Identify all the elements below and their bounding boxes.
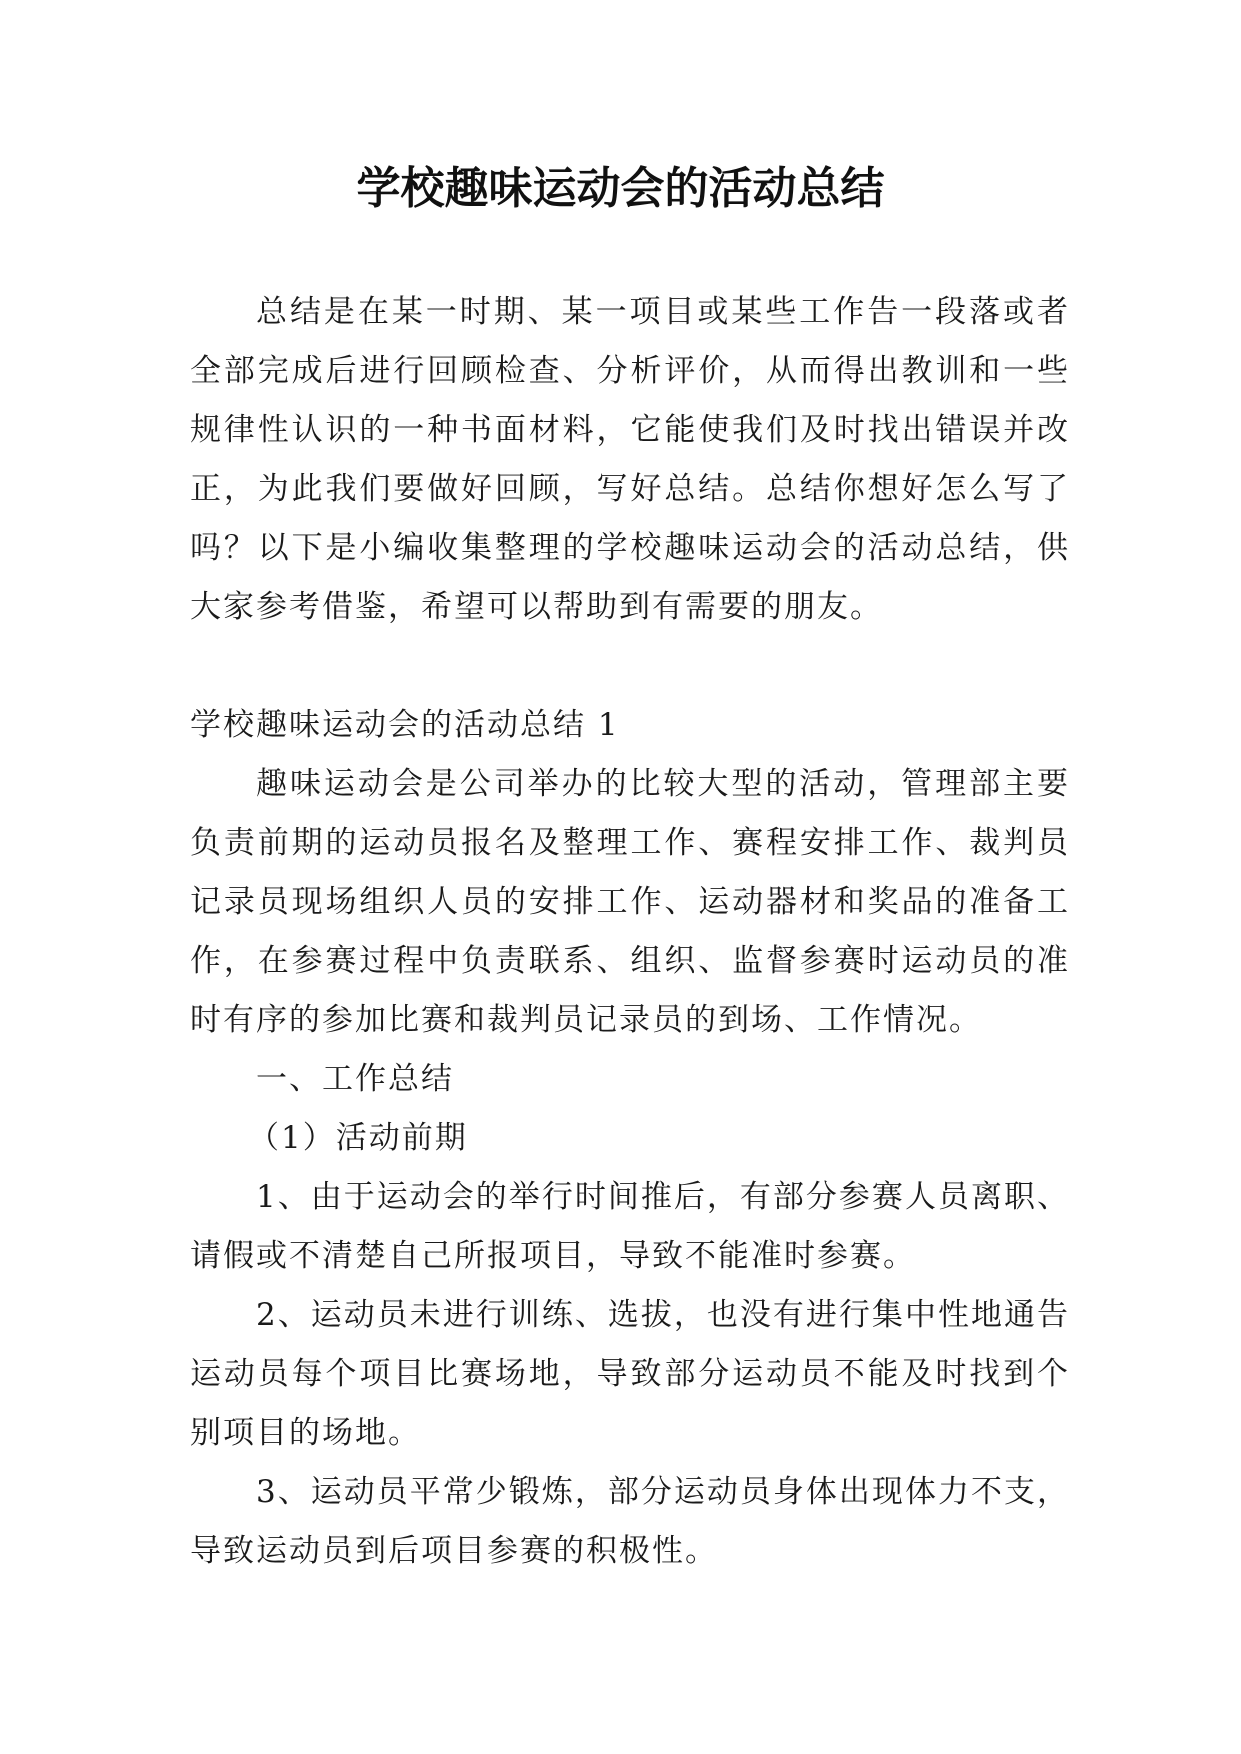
- document-body: [190, 283, 1070, 1581]
- document-title: 学校趣味运动会的活动总结: [356, 163, 885, 214]
- section-subheading: 一、工作总结: [256, 1061, 454, 1097]
- list-item: 2、运动员未进行训练、选拔，也没有进行集中性地通告运动员每个项目比赛场地，导致部分运动员不能及时找到个别项目的场地。: [190, 1297, 1070, 1451]
- subsection-heading: （1）活动前期: [248, 1120, 468, 1156]
- list-item: 3、运动员平常少锻炼，部分运动员身体出现体力不支，导致运动员到后项目参赛的积极性。: [190, 1474, 1070, 1569]
- intro-paragraph: 总结是在某一时期、某一项目或某些工作告一段落或者全部完成后进行回顾检查、分析评价，从而得出教训和一些规律性认识的一种书面材料，它能使我们及时找出错误并改正，为此我们要做好回顾，写好总结。总结你想好怎么写了吗？以下是小编收集整理的学校趣味运动会的活动总结，供大家参考借鉴，希望可以帮助到有需要的朋友。: [190, 294, 1070, 625]
- section-heading: 学校趣味运动会的活动总结 1: [190, 707, 620, 743]
- body-paragraph: 趣味运动会是公司举办的比较大型的活动，管理部主要负责前期的运动员报名及整理工作、赛程安排工作、裁判员记录员现场组织人员的安排工作、运动器材和奖品的准备工作，在参赛过程中负责联系、组织、监督参赛时运动员的准时有序的参加比赛和裁判员记录员的到场、工作情况。: [190, 766, 1070, 1038]
- list-item: 1、由于运动会的举行时间推后，有部分参赛人员离职、请假或不清楚自己所报项目，导致不能准时参赛。: [190, 1179, 1070, 1274]
